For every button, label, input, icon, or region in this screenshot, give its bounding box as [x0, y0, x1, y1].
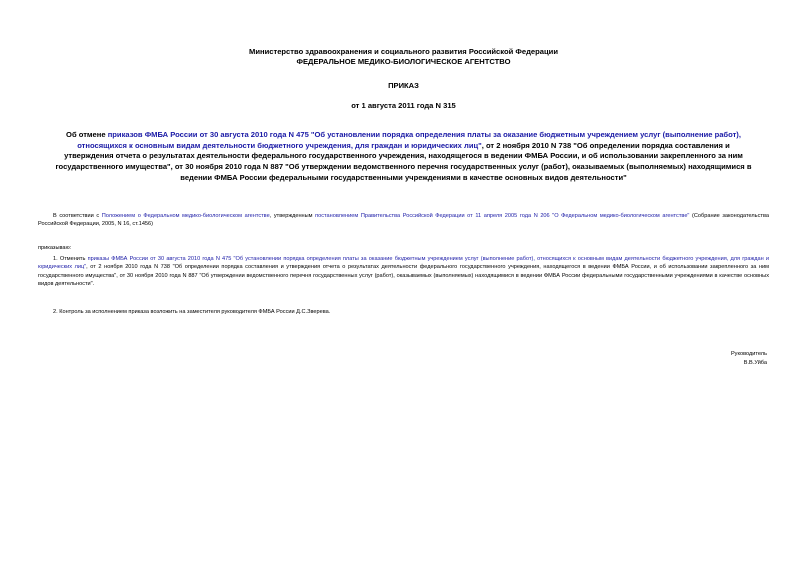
preamble-link-regulation[interactable]: Положением о Федеральном медико-биологическом агентстве	[101, 213, 270, 219]
item1-text-1: 1. Отменить	[53, 256, 88, 262]
signature-name: В.В.Уйба	[743, 360, 767, 366]
signature-position: Руководитель	[730, 351, 767, 357]
preamble-text-1: В соответствии с	[53, 213, 102, 219]
preamble-paragraph	[38, 212, 769, 229]
doc-type-heading: ПРИКАЗ	[388, 81, 419, 90]
ministry-heading: Министерство здравоохранения и социального развития Российской Федерации	[249, 47, 558, 56]
doc-date-heading: от 1 августа 2011 года N 315	[351, 101, 456, 110]
order-item-2	[38, 308, 769, 316]
item1-text-2: , от 2 ноября 2010 года N 738 "Об определении порядка составления и утверждения отчета о результатах деятельности федерального государственного учреждения, находящегося в ведении ФМБА России, и об использовании закрепленного за ним государственного имущества", от 30 ноября 2010 года N 887 "Об утверждении ведомственного перечня государственных услуг (работ), оказываемых (выполняемых) находящимися в ведении ФМБА России федеральными государственными учреждениями в качестве основных видов деятельности".	[38, 264, 769, 288]
preamble-text-2: , утвержденным	[269, 213, 316, 219]
order-word: приказываю:	[38, 245, 72, 251]
title-text-1: Об отмене	[66, 130, 108, 139]
preamble-text-3: (Собрание законодательства Российской Федерации, 2005, N 16, ст.1456)	[38, 213, 769, 228]
agency-heading: ФЕДЕРАЛЬНОЕ МЕДИКО-БИОЛОГИЧЕСКОЕ АГЕНТСТВО	[296, 57, 511, 66]
order-item-1	[38, 255, 769, 289]
item2-text: 2. Контроль за исполнением приказа возложить на заместителя руководителя ФМБА России Д.С.Зверева.	[53, 309, 331, 315]
document-title	[52, 130, 755, 184]
item1-link-orders[interactable]: приказы ФМБА России от 30 августа 2010 года N 475 "Об установлении порядка определения платы за оказание бюджетным учреждением услуг (выполнение работ), относящихся к основным видам деятельности бюджетного учреждения, для граждан и юридических лиц"	[38, 256, 769, 271]
title-link-orders[interactable]: приказов ФМБА России от 30 августа 2010 года N 475 "Об установлении порядка определения платы за оказание бюджетным учреждением услуг (выполнение работ), относящихся к основным видам деятельности бюджетного учреждения, для граждан и юридических лиц"	[77, 130, 741, 150]
preamble-link-resolution[interactable]: постановлением Правительства Российской Федерации от 11 апреля 2005 года N 206 "О Федеральном медико-биологическом агентстве"	[315, 213, 690, 219]
title-text-2: , от 2 ноября 2010 N 738 "Об определении порядка составления и утверждения отчета о результатах деятельности федерального государственного учреждения, находящегося в ведении ФМБА России, и об использовании закрепленного за ним государственного имущества", от 30 ноября 2010 года N 887 "Об утверждении ведомственного перечня государственных услуг (работ), оказываемых (выполняемых) находящимися в ведении ФМБА России федеральными государственными учреждениями в качестве основных видов деятельности"	[55, 140, 752, 182]
